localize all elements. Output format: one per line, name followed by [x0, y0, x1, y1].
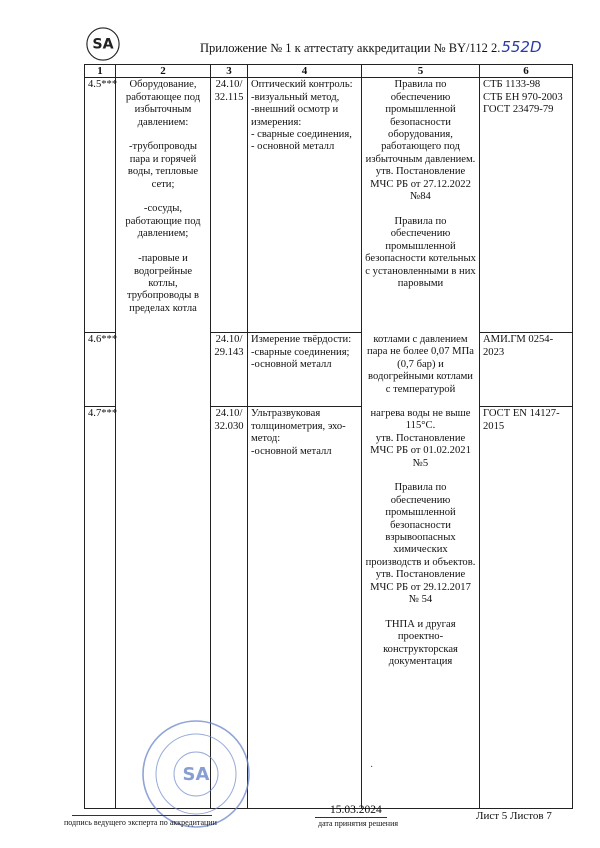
- official-stamp: [140, 718, 252, 830]
- col-header-6: 6: [480, 65, 573, 78]
- sheet-counter: Лист 5 Листов 7: [476, 810, 552, 822]
- test-method: Измерение твёрдости: -сварные соединения; -основной металл: [248, 333, 362, 407]
- col-header-1: 1: [85, 65, 116, 78]
- signature-caption: подпись ведущего эксперта по аккредитации: [64, 818, 217, 827]
- test-method: Ультразвуковая толщинометрия, эхо-метод: -основной металл: [248, 407, 362, 809]
- column-number-row: [85, 65, 573, 78]
- object-code: 24.10/ 32.115: [211, 78, 248, 333]
- col-header-5: 5: [362, 65, 480, 78]
- col-header-2: 2: [116, 65, 211, 78]
- margin-dot: ·: [370, 762, 374, 773]
- requirements-document-continued: нагрева воды не выше 115°С. утв. Постановление МЧС РБ от 01.02.2021 №5 Правила по обеспечению промышленной безопасности взрывоопасных химических производств и объектов. утв. Постановление МЧС РБ от 29.12.2017 № 54 ТНПА и другая проектно-конструкторская документация: [362, 407, 480, 809]
- svg-text:SA: SA: [92, 36, 114, 53]
- scope-table: [84, 64, 573, 809]
- col-header-4: 4: [248, 65, 362, 78]
- title-text: Приложение № 1 к аттестату аккредитации № BY/112 2.: [200, 41, 501, 55]
- document-title: [200, 38, 542, 56]
- requirements-document: Правила по обеспечению промышленной безопасности оборудования, работающего под избыточным давлением. утв. Постановление МЧС РБ от 27.12.2022 №84 Правила по обеспечению промышленной безопасности котельных с установленными в них паровыми: [362, 78, 480, 333]
- test-method: Оптический контроль: -визуальный метод, -внешний осмотр и измерения: - сварные соединения, - основной металл: [248, 78, 362, 333]
- date-underline: [315, 817, 387, 818]
- method-standard: СТБ 1133-98 СТБ ЕН 970-2003 ГОСТ 23479-79: [480, 78, 573, 333]
- signature-line: [72, 815, 212, 816]
- object-code: 24.10/ 32.030: [211, 407, 248, 809]
- method-standard: ГОСТ EN 14127-2015: [480, 407, 573, 809]
- row-number: 4.7***: [85, 407, 116, 809]
- row-number: 4.6***: [85, 333, 116, 407]
- col-header-3: 3: [211, 65, 248, 78]
- test-object: Оборудование, работающее под избыточным давлением: -трубопроводы пара и горячей воды, тепловые сети; -сосуды, работающие под давлением; -паровые и водогрейные котлы, трубопроводы в пределах котла: [116, 78, 211, 809]
- requirements-document-continued: котлами с давлением пара не более 0,07 МПа (0,7 бар) и водогрейными котлами с температурой: [362, 333, 480, 407]
- object-code: 24.10/ 29.143: [211, 333, 248, 407]
- svg-text:SA: SA: [182, 764, 210, 785]
- decision-date: 15.03.2024: [330, 804, 382, 816]
- row-number: 4.5***: [85, 78, 116, 333]
- accreditation-logo: [84, 26, 122, 62]
- table-row: [85, 78, 573, 333]
- date-caption: дата принятия решения: [318, 819, 399, 828]
- attestat-number-handwritten: 552D: [501, 38, 542, 56]
- method-standard: АМИ.ГМ 0254-2023: [480, 333, 573, 407]
